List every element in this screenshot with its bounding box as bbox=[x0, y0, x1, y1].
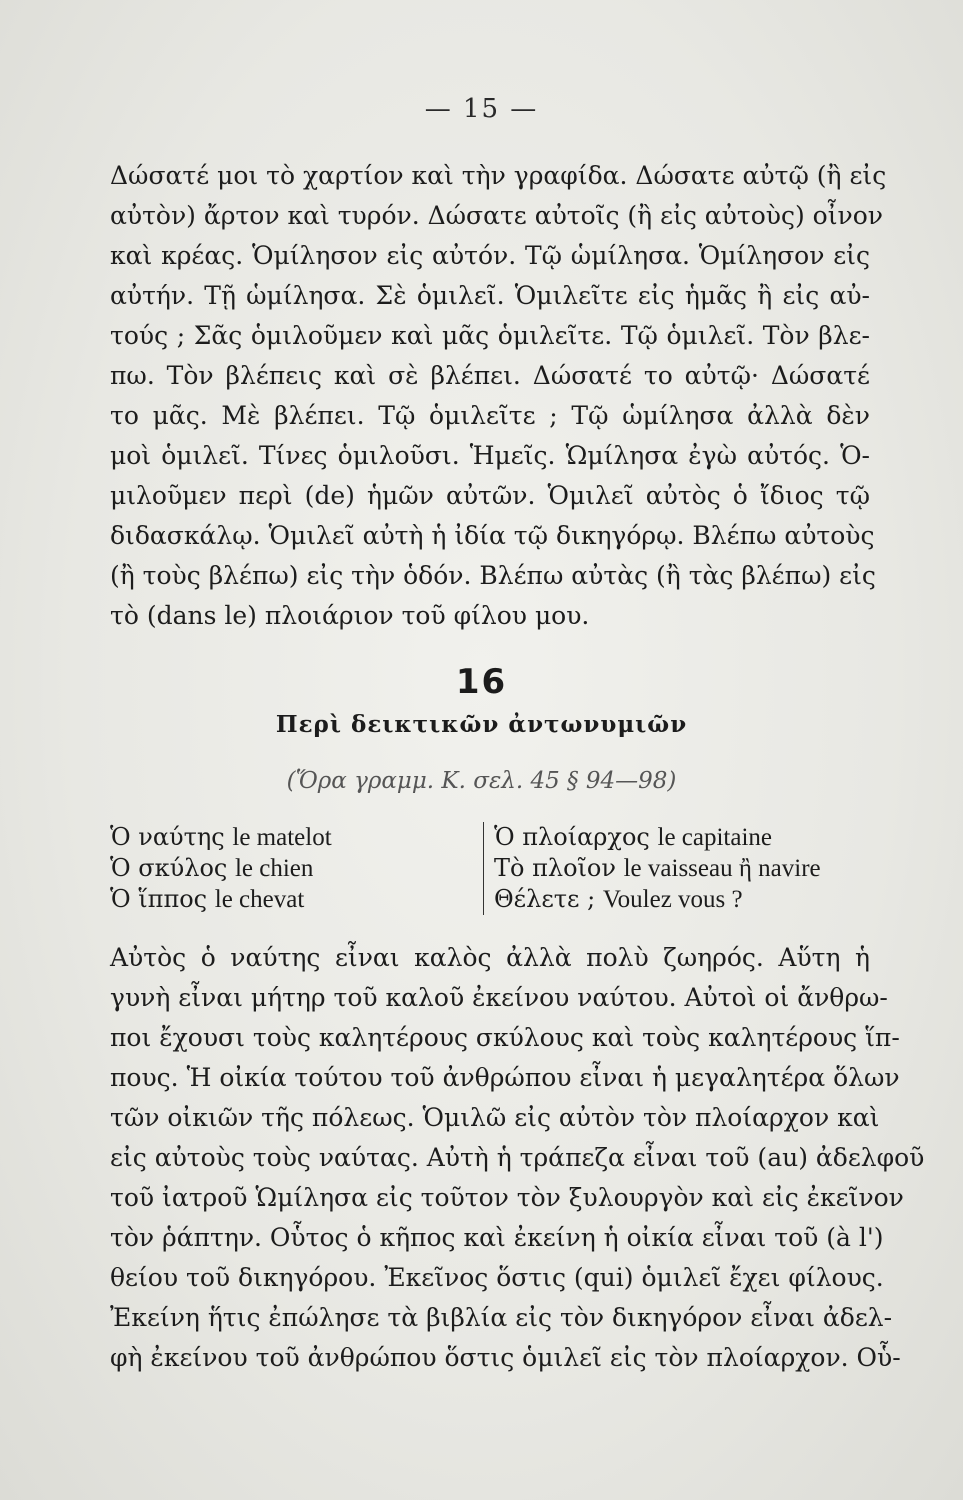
text-line: τὸν ῥάπτην. Οὗτος ὁ κῆπος καὶ ἐκείνη ἡ οἰκία εἶναι τοῦ (à l') bbox=[110, 1223, 884, 1252]
vocabulary-entry bbox=[110, 822, 332, 853]
text-line: γυνὴ εἶναι μήτηρ τοῦ καλοῦ ἐκείνου ναύτου. Αὐτοὶ οἱ ἄνθρω- bbox=[110, 983, 888, 1012]
page-number: — 15 — bbox=[424, 94, 539, 124]
french-term: Voulez vous ? bbox=[602, 886, 743, 913]
vocabulary-column-left bbox=[110, 822, 332, 915]
text-line: καὶ κρέας. Ὁμίλησον εἰς αὐτόν. Τῷ ὡμίλησα. Ὁμίλησον εἰς bbox=[110, 241, 870, 270]
french-term: le matelot bbox=[232, 824, 332, 851]
greek-term: Θέλετε ; bbox=[494, 885, 596, 913]
exercise-paragraph-1 bbox=[110, 156, 887, 636]
text-line: πω. Τὸν βλέπεις καὶ σὲ βλέπει. Δώσατέ το αὐτῷ· Δώσατέ bbox=[110, 361, 870, 390]
section-heading: Περὶ δεικτικῶν ἀντωνυμιῶν bbox=[275, 711, 688, 738]
vocabulary-column-right bbox=[483, 822, 821, 915]
text-line: αὐτήν. Τῇ ὡμίλησα. Σὲ ὁμιλεῖ. Ὁμιλεῖτε εἰς ἡμᾶς ἢ εἰς αὐ- bbox=[110, 281, 870, 310]
grammar-reference: (Ὅρα γραμμ. Κ. σελ. 45 § 94—98) bbox=[286, 768, 677, 794]
text-line: τὸ (dans le) πλοιάριον τοῦ φίλου μου. bbox=[110, 601, 590, 630]
text-line: τούς ; Σᾶς ὁμιλοῦμεν καὶ μᾶς ὁμιλεῖτε. Τῷ ὁμιλεῖ. Τὸν βλε- bbox=[110, 321, 870, 350]
text-line: αὐτὸν) ἄρτον καὶ τυρόν. Δώσατε αὐτοῖς (ἢ εἰς αὐτοὺς) οἶνον bbox=[110, 201, 883, 230]
text-line: εἰς αὐτοὺς τοὺς ναύτας. Αὐτὴ ἡ τράπεζα εἶναι τοῦ (au) ἀδελφοῦ bbox=[110, 1143, 925, 1172]
french-term: le capitaine bbox=[657, 824, 773, 851]
french-term: le chien bbox=[234, 855, 314, 882]
text-line: Ἐκείνη ἥτις ἐπώλησε τὰ βιβλία εἰς τὸν δικηγόρον εἶναι ἀδελ- bbox=[110, 1303, 893, 1332]
text-line: πους. Ἡ οἰκία τούτου τοῦ ἀνθρώπου εἶναι ἡ μεγαλητέρα ὅλων bbox=[110, 1063, 900, 1092]
text-line: (ἢ τοὺς βλέπω) εἰς τὴν ὁδόν. Βλέπω αὐτὰς (ἢ τὰς βλέπω) εἰς bbox=[110, 561, 876, 590]
text-line: μιλοῦμεν περὶ (de) ἡμῶν αὐτῶν. Ὁμιλεῖ αὐτὸς ὁ ἴδιος τῷ bbox=[110, 481, 870, 510]
text-line: το μᾶς. Μὲ βλέπει. Τῷ ὁμιλεῖτε ; Τῷ ὡμίλησα ἀλλὰ δὲν bbox=[110, 401, 870, 430]
greek-term: Ὁ ναύτης bbox=[110, 823, 225, 851]
french-term: le chevat bbox=[214, 886, 305, 913]
vocabulary-entry bbox=[494, 884, 821, 915]
text-line: μοὶ ὁμιλεῖ. Τίνες ὁμιλοῦσι. Ἡμεῖς. Ὡμίλησα ἐγὼ αὐτός. Ὁ- bbox=[110, 441, 870, 470]
vocabulary-entry bbox=[494, 822, 821, 853]
vocabulary-list bbox=[110, 822, 870, 922]
greek-term: Ὁ ἵππος bbox=[110, 885, 208, 913]
text-line: φὴ ἐκείνου τοῦ ἀνθρώπου ὅστις ὁμιλεῖ εἰς τὸν πλοίαρχον. Οὗ- bbox=[110, 1343, 901, 1372]
french-term: le vaisseau ἢ navire bbox=[623, 855, 821, 882]
greek-term: Τὸ πλοῖον bbox=[494, 854, 616, 882]
vocabulary-entry bbox=[494, 853, 821, 884]
greek-term: Ὁ πλοίαρχος bbox=[494, 823, 650, 851]
vocabulary-entry bbox=[110, 884, 332, 915]
text-line: θείου τοῦ δικηγόρου. Ἐκεῖνος ὅστις (qui) ὁμιλεῖ ἔχει φίλους. bbox=[110, 1263, 884, 1292]
greek-term: Ὁ σκύλος bbox=[110, 854, 228, 882]
text-line: τοῦ ἰατροῦ Ὡμίλησα εἰς τοῦτον τὸν ξυλουργὸν καὶ εἰς ἐκεῖνον bbox=[110, 1183, 904, 1212]
text-line: ποι ἔχουσι τοὺς καλητέρους σκύλους καὶ τοὺς καλητέρους ἵπ- bbox=[110, 1023, 900, 1052]
text-line: τῶν οἰκιῶν τῆς πόλεως. Ὁμιλῶ εἰς αὐτὸν τὸν πλοίαρχον καὶ bbox=[110, 1103, 880, 1132]
text-line: Αὐτὸς ὁ ναύτης εἶναι καλὸς ἀλλὰ πολὺ ζωηρός. Αὕτη ἡ bbox=[110, 943, 870, 972]
text-line: Δώσατέ μοι τὸ χαρτίον καὶ τὴν γραφίδα. Δώσατε αὐτῷ (ἢ εἰς bbox=[110, 161, 887, 190]
vocabulary-entry bbox=[110, 853, 332, 884]
section-number: 16 bbox=[455, 662, 508, 702]
text-line: διδασκάλῳ. Ὁμιλεῖ αὐτὴ ἡ ἰδία τῷ δικηγόρῳ. Βλέπω αὐτοὺς bbox=[110, 521, 875, 550]
exercise-paragraph-2 bbox=[110, 938, 925, 1378]
